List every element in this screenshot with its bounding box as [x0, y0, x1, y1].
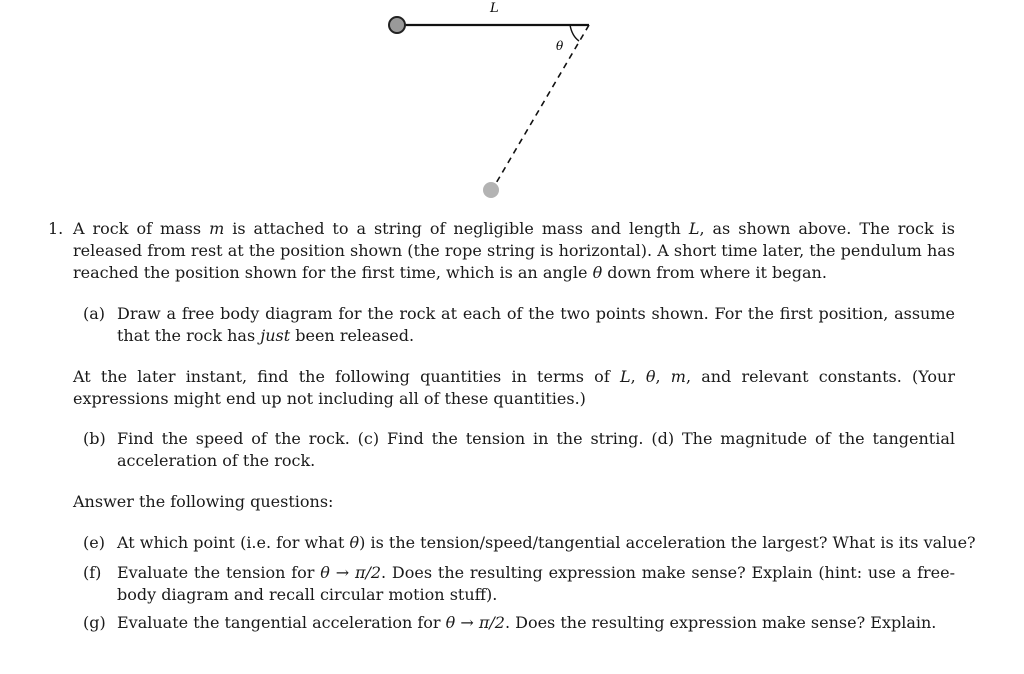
part-g: (g) Evaluate the tangential acceleration for θ → π/2. Does the resulting expression make sense? Explain.	[83, 613, 937, 632]
angle-label: θ	[556, 39, 564, 53]
pendulum-figure	[0, 0, 1024, 210]
part-a-label: (a)	[83, 304, 106, 323]
part-f: (f) Evaluate the tension for θ → π/2. Does the resulting expression make sense? Explain (hint: use a free-body diagram and recall circular motion stuff).	[83, 563, 955, 604]
dashed-string-later	[492, 25, 589, 190]
problem-intro: A rock of mass m is attached to a string of negligible mass and length L, as shown above. The rock is released from rest at the position shown (the rope string is horizontal). A short time later, the pendulum has reached the position shown for the first time, which is an angle θ down from where it began.	[73, 219, 955, 282]
problem-number: 1.	[48, 219, 64, 238]
length-label: L	[490, 1, 499, 16]
part-f-label: (f)	[83, 563, 102, 582]
part-b-label: (b)	[83, 429, 106, 448]
parts-b-c-d: (b) Find the speed of the rock. (c) Find the tension in the string. (d) The magnitude of the tangential acceleration of the rock.	[83, 429, 955, 470]
rock-initial-position	[389, 17, 405, 33]
answer-heading: Answer the following questions:	[73, 492, 334, 511]
rock-later-position	[483, 182, 499, 198]
part-g-label: (g)	[83, 613, 106, 632]
angle-arc	[570, 25, 579, 41]
part-e: (e) At which point (i.e. for what θ) is the tension/speed/tangential acceleration the largest? What is its value?	[83, 533, 976, 552]
part-e-label: (e)	[83, 533, 105, 552]
later-instant-paragraph: At the later instant, find the following quantities in terms of L, θ, m, and relevant constants. (Your expressions might end up not including all of these quantities.)	[73, 367, 956, 408]
part-a: (a) Draw a free body diagram for the rock at each of the two points shown. For the first position, assume that the rock has just been released.	[83, 304, 955, 345]
